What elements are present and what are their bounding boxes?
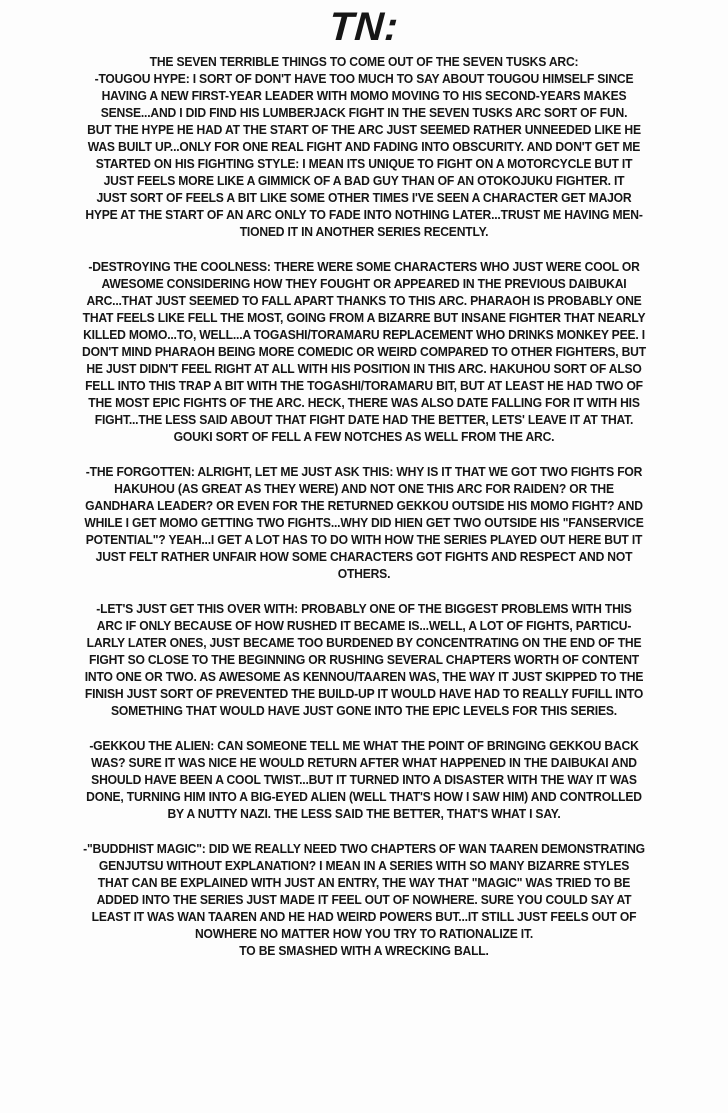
text-line: AWESOME CONSIDERING HOW THEY FOUGHT OR APPEARED IN THE PREVIOUS DAIBUKAI (101, 277, 627, 291)
text-line: -DESTROYING THE COOLNESS: THERE WERE SOME CHARACTERS WHO JUST WERE COOL OR (88, 260, 640, 274)
text-line: GANDHARA LEADER? OR EVEN FOR THE RETURNED GEKKOU OUTSIDE HIS MOMO FIGHT? AND (85, 499, 643, 513)
text-line: SHOULD HAVE BEEN A COOL TWIST...BUT IT TURNED INTO A DISASTER WITH THE WAY IT WAS (91, 773, 637, 787)
text-line: SOMETHING THAT WOULD HAVE JUST GONE INTO THE EPIC LEVELS FOR THIS SERIES. (111, 704, 617, 718)
text-line: JUST FEELS MORE LIKE A GIMMICK OF A BAD GUY THAN OF AN OTOKOJUKU FIGHTER. IT (103, 174, 625, 188)
text-line: SENSE...AND I DID FIND HIS LUMBERJACK FIGHT IN THE SEVEN TUSKS ARC SORT OF FUN. (100, 106, 628, 120)
text-line: WAS BUILT UP...ONLY FOR ONE REAL FIGHT AND FADING INTO OBSCURITY. AND DON'T GET ME (87, 140, 641, 154)
note-paragraph-the-forgotten (14, 464, 714, 583)
text-line: ADDED INTO THE SERIES JUST MADE IT FEEL OUT OF NOWHERE. SURE YOU COULD SAY AT (96, 893, 632, 907)
text-line: FELL INTO THIS TRAP A BIT WITH THE TOGASHI/TORAMARU BIT, BUT AT LEAST HE HAD TWO OF (85, 379, 643, 393)
text-line: -LET'S JUST GET THIS OVER WITH: PROBABLY ONE OF THE BIGGEST PROBLEMS WITH THIS (96, 602, 632, 616)
text-line: ARC...THAT JUST SEEMED TO FALL APART THANKS TO THIS ARC. PHARAOH IS PROBABLY ONE (86, 294, 642, 308)
text-line: FIGHT SO CLOSE TO THE BEGINNING OR RUSHING SEVERAL CHAPTERS WORTH OF CONTENT (88, 653, 639, 667)
text-line: KILLED MOMO...TO, WELL...A TOGASHI/TORAMARU REPLACEMENT WHO DRINKS MONKEY PEE. I (83, 328, 645, 342)
note-paragraph-buddhist-magic (14, 841, 714, 960)
text-line: -THE FORGOTTEN: ALRIGHT, LET ME JUST ASK THIS: WHY IS IT THAT WE GOT TWO FIGHTS FOR (85, 465, 643, 479)
text-line: ARC IF ONLY BECAUSE OF HOW RUSHED IT BECAME IS...WELL, A LOT OF FIGHTS, PARTICU- (96, 619, 632, 633)
text-line: -GEKKOU THE ALIEN: CAN SOMEONE TELL ME WHAT THE POINT OF BRINGING GEKKOU BACK (89, 739, 639, 753)
text-line: LEAST IT WAS WAN TAAREN AND HE HAD WEIRD POWERS BUT...IT STILL JUST FEELS OUT OF (91, 910, 637, 924)
note-paragraph-destroying-the-coolness (14, 259, 714, 446)
text-line: DONE, TURNING HIM INTO A BIG-EYED ALIEN (WELL THAT'S HOW I SAW HIM) AND CONTROLLED (86, 790, 642, 804)
text-line: GENJUTSU WITHOUT EXPLANATION? I MEAN IN A SERIES WITH SO MANY BIZARRE STYLES (98, 859, 630, 873)
page-title: TN: (327, 5, 401, 49)
text-line: HAKUHOU (AS GREAT AS THEY WERE) AND NOT ONE THIS ARC FOR RAIDEN? OR THE (114, 482, 614, 496)
note-paragraph-gekkou-the-alien (14, 738, 714, 823)
text-line: INTO ONE OR TWO. AS AWESOME AS KENNOU/TAAREN WAS, THE WAY IT JUST SKIPPED TO THE (84, 670, 644, 684)
text-line: FINISH JUST SORT OF PREVENTED THE BUILD-UP IT WOULD HAVE HAD TO REALLY FUFILL INTO (84, 687, 644, 701)
text-line: -TOUGOU HYPE: I SORT OF DON'T HAVE TOO MUCH TO SAY ABOUT TOUGOU HIMSELF SINCE (94, 72, 634, 86)
text-line: THE SEVEN TERRIBLE THINGS TO COME OUT OF THE SEVEN TUSKS ARC: (149, 55, 579, 69)
text-line: LARLY LATER ONES, JUST BECAME TOO BURDENED BY CONCENTRATING ON THE END OF THE (86, 636, 642, 650)
note-paragraph-lets-just-get-this-over-with (14, 601, 714, 720)
text-line: HE JUST DIDN'T FEEL RIGHT AT ALL WITH HIS POSITION IN THIS ARC. HAKUHOU SORT OF ALSO (86, 362, 642, 376)
text-line: FIGHT...THE LESS SAID ABOUT THAT FIGHT DATE HAD THE BETTER, LETS' LEAVE IT AT THAT. (94, 413, 634, 427)
text-line: GOUKI SORT OF FELL A FEW NOTCHES AS WELL FROM THE ARC. (173, 430, 555, 444)
text-line: HAVING A NEW FIRST-YEAR LEADER WITH MOMO MOVING TO HIS SECOND-YEARS MAKES (101, 89, 627, 103)
text-line: -"BUDDHIST MAGIC": DID WE REALLY NEED TWO CHAPTERS OF WAN TAAREN DEMONSTRATING (83, 842, 645, 856)
text-line: OTHERS. (337, 567, 391, 581)
text-line: JUST FELT RATHER UNFAIR HOW SOME CHARACTERS GOT FIGHTS AND RESPECT AND NOT (95, 550, 633, 564)
note-paragraph-seven-tusks-intro-and-tougou-hype (14, 54, 714, 241)
text-line: WAS? SURE IT WAS NICE HE WOULD RETURN AFTER WHAT HAPPENED IN THE DAIBUKAI AND (91, 756, 637, 770)
text-line: THAT FEELS LIKE FELL THE MOST, GOING FROM A BIZARRE BUT INSANE FIGHTER THAT NEARLY (82, 311, 646, 325)
text-line: DON'T MIND PHARAOH BEING MORE COMEDIC OR WEIRD COMPARED TO OTHER FIGHTERS, BUT (82, 345, 646, 359)
text-line: THAT CAN BE EXPLAINED WITH JUST AN ENTRY, THE WAY THAT "MAGIC" WAS TRIED TO BE (97, 876, 631, 890)
text-line: BUT THE HYPE HE HAD AT THE START OF THE ARC JUST SEEMED RATHER UNNEEDED LIKE HE (87, 123, 641, 137)
text-line: HYPE AT THE START OF AN ARC ONLY TO FADE INTO NOTHING LATER...TRUST ME HAVING MEN- (85, 208, 643, 222)
text-line: TIONED IT IN ANOTHER SERIES RECENTLY. (239, 225, 489, 239)
text-line: POTENTIAL"? YEAH...I GET A LOT HAS TO DO WITH HOW THE SERIES PLAYED OUT HERE BUT IT (85, 533, 643, 547)
text-line: THE MOST EPIC FIGHTS OF THE ARC. HECK, THERE WAS ALSO DATE FALLING FOR IT WITH HIS (88, 396, 640, 410)
text-line: TO BE SMASHED WITH A WRECKING BALL. (239, 944, 489, 958)
text-line: BY A NUTTY NAZI. THE LESS SAID THE BETTER, THAT'S WHAT I SAY. (167, 807, 561, 821)
text-line: JUST SORT OF FEELS A BIT LIKE SOME OTHER TIMES I'VE SEEN A CHARACTER GET MAJOR (96, 191, 632, 205)
text-line: WHILE I GET MOMO GETTING TWO FIGHTS...WHY DID HIEN GET TWO OUTSIDE HIS "FANSERVICE (84, 516, 644, 530)
notes-body (14, 54, 714, 960)
text-line: NOWHERE NO MATTER HOW YOU TRY TO RATIONALIZE IT. (194, 927, 534, 941)
text-line: STARTED ON HIS FIGHTING STYLE: I MEAN ITS UNIQUE TO FIGHT ON A MOTORCYCLE BUT IT (95, 157, 633, 171)
